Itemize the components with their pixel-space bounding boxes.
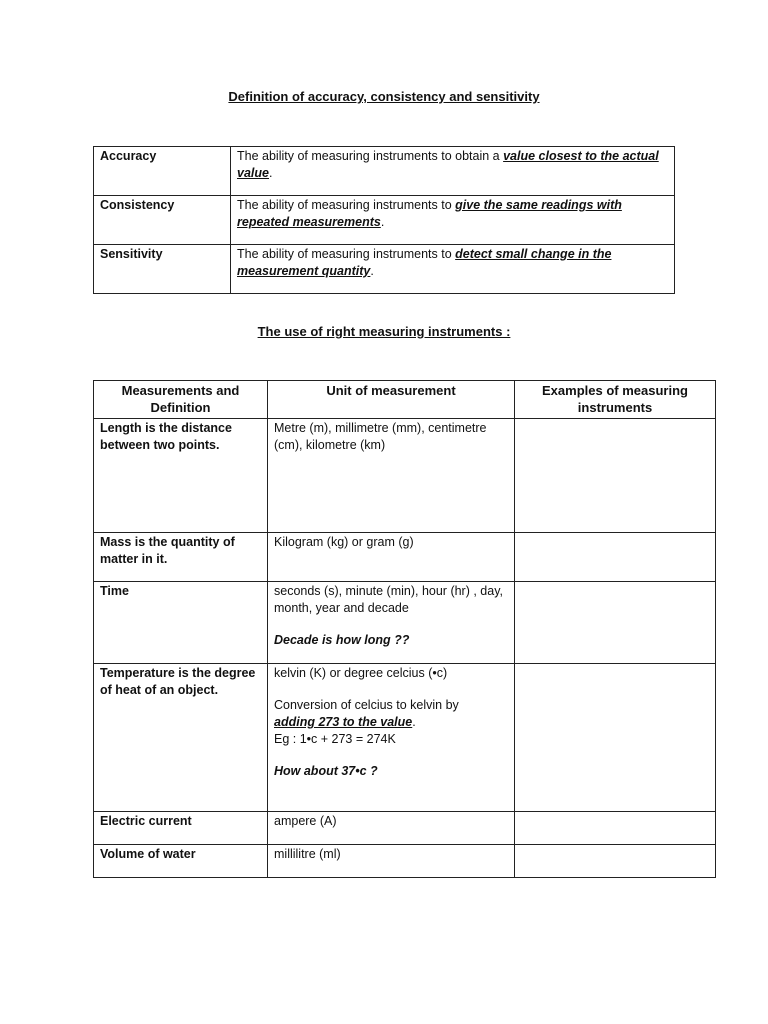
unit-cell	[268, 664, 515, 812]
measurement-cell: Mass is the quantity of matter in it.	[94, 533, 268, 582]
table-row	[94, 582, 716, 664]
instruments-table	[93, 380, 716, 878]
table-row	[94, 664, 716, 812]
header-measurement: Measurements and Definition	[94, 381, 268, 419]
measurement-cell: Temperature is the degree of heat of an object.	[94, 664, 268, 812]
examples-cell	[515, 582, 716, 664]
question-note: Decade is how long ??	[274, 633, 410, 647]
measurement-cell: Length is the distance between two points.	[94, 419, 268, 533]
unit-cell	[268, 582, 515, 664]
definitions-table	[93, 146, 675, 294]
example-text: Eg : 1•c + 273 = 274K	[274, 732, 396, 746]
conversion-text: Conversion of celcius to kelvin by adding 273 to the value.	[274, 698, 459, 729]
unit-cell: millilitre (ml)	[268, 845, 515, 878]
term-cell: Consistency	[94, 196, 231, 245]
examples-cell	[515, 845, 716, 878]
table-row	[94, 196, 675, 245]
header-unit: Unit of measurement	[268, 381, 515, 419]
table-row	[94, 812, 716, 845]
definitions-title: Definition of accuracy, consistency and sensitivity	[228, 89, 540, 104]
examples-cell	[515, 812, 716, 845]
table-row	[94, 533, 716, 582]
term-cell: Accuracy	[94, 147, 231, 196]
question-note: How about 37•c ?	[274, 764, 378, 778]
definition-cell: The ability of measuring instruments to give the same readings with repeated measurements.	[231, 196, 675, 245]
examples-cell	[515, 419, 716, 533]
table-row	[94, 245, 675, 294]
unit-cell: ampere (A)	[268, 812, 515, 845]
table-header-row	[94, 381, 716, 419]
examples-cell	[515, 664, 716, 812]
measurement-cell: Electric current	[94, 812, 268, 845]
definition-cell: The ability of measuring instruments to detect small change in the measurement quantity.	[231, 245, 675, 294]
definition-cell: The ability of measuring instruments to obtain a value closest to the actual value.	[231, 147, 675, 196]
instruments-title: The use of right measuring instruments :	[257, 324, 511, 339]
measurement-cell: Time	[94, 582, 268, 664]
table-row	[94, 845, 716, 878]
unit-text: seconds (s), minute (min), hour (hr) , day, month, year and decade	[274, 584, 504, 615]
term-cell: Sensitivity	[94, 245, 231, 294]
table-row	[94, 147, 675, 196]
table-row	[94, 419, 716, 533]
unit-cell: Metre (m), millimetre (mm), centimetre (cm), kilometre (km)	[268, 419, 515, 533]
unit-cell: Kilogram (kg) or gram (g)	[268, 533, 515, 582]
measurement-cell: Volume of water	[94, 845, 268, 878]
header-examples: Examples of measuring instruments	[515, 381, 716, 419]
examples-cell	[515, 533, 716, 582]
unit-text: kelvin (K) or degree celcius (•c)	[274, 666, 448, 680]
